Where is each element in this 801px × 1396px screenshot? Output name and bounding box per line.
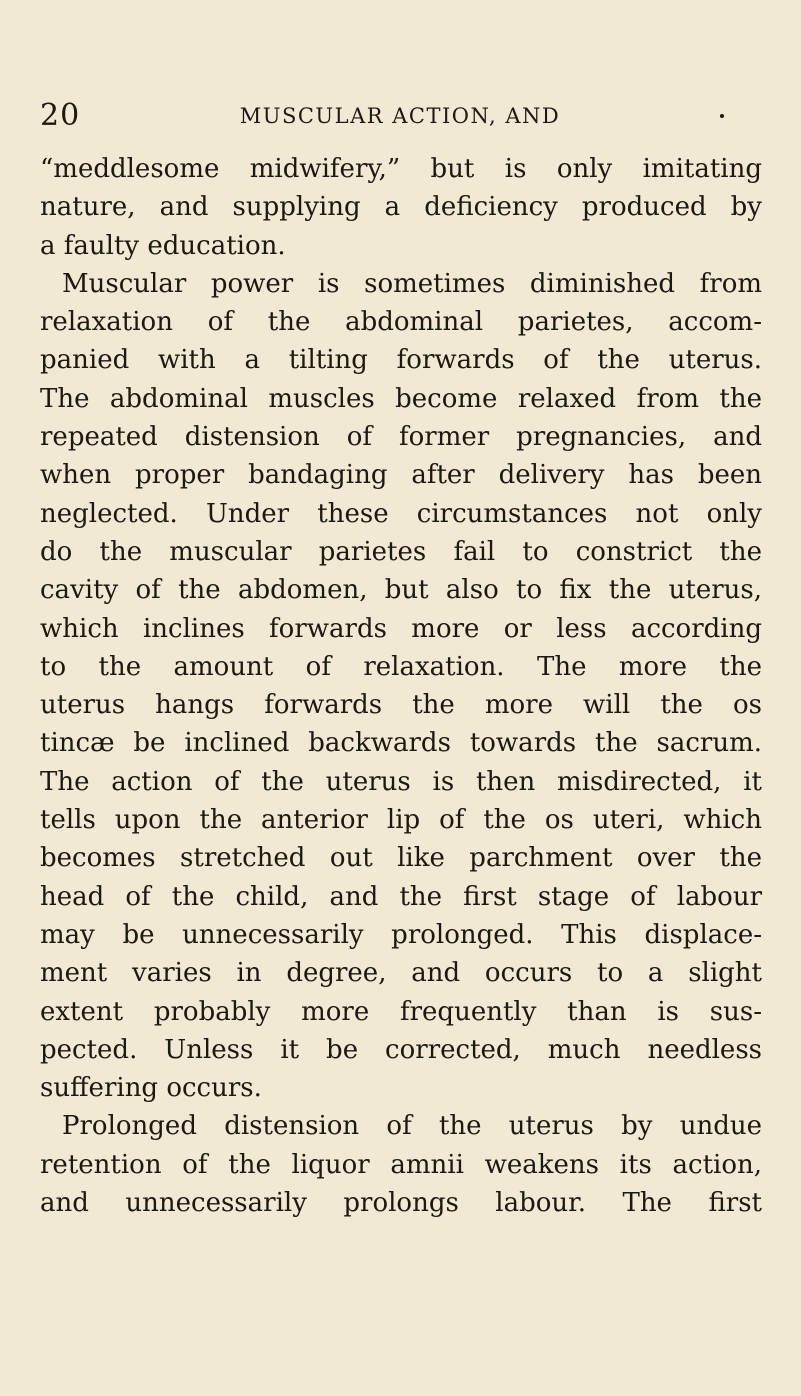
text-line: tells upon the anterior lip of the os uteri, which bbox=[40, 805, 762, 836]
text-line: The action of the uterus is then misdirected, it bbox=[40, 766, 762, 797]
text-line: “meddlesome midwifery,” but is only imitating bbox=[40, 154, 762, 184]
text-line: relaxation of the abdominal parietes, accom- bbox=[40, 307, 762, 338]
page-number: 20 bbox=[40, 98, 81, 133]
running-head: MUSCULAR ACTION, AND bbox=[239, 104, 561, 128]
text-line: repeated distension of former pregnancies, and bbox=[40, 422, 762, 453]
text-line: and unnecessarily prolongs labour. The first bbox=[40, 1188, 762, 1219]
text-line: when proper bandaging after delivery has been bbox=[40, 460, 762, 491]
text-line: pected. Unless it be corrected, much needless bbox=[40, 1034, 762, 1065]
page-header bbox=[40, 98, 760, 138]
text-line: do the muscular parietes fail to constrict the bbox=[40, 536, 762, 567]
text-line: head of the child, and the first stage of labour bbox=[40, 881, 762, 912]
text-line: uterus hangs forwards the more will the os bbox=[40, 690, 762, 721]
text-line: panied with a tilting forwards of the uterus. bbox=[40, 345, 762, 376]
body-text bbox=[40, 150, 762, 1222]
text-line: tincæ be inclined backwards towards the sacrum. bbox=[40, 728, 762, 759]
text-line: cavity of the abdomen, but also to fix the uterus, bbox=[40, 575, 762, 606]
text-line: a faulty education. bbox=[40, 230, 286, 261]
text-line: retention of the liquor amnii weakens its action, bbox=[40, 1149, 762, 1180]
text-line: The abdominal muscles become relaxed from the bbox=[40, 383, 762, 414]
text-line: Prolonged distension of the uterus by undue bbox=[62, 1111, 762, 1142]
text-line: may be unnecessarily prolonged. This displace- bbox=[40, 919, 762, 950]
text-line: nature, and supplying a deficiency produced by bbox=[40, 192, 762, 223]
text-line: becomes stretched out like parchment over the bbox=[40, 843, 762, 874]
text-line: which inclines forwards more or less according bbox=[40, 613, 762, 644]
header-dot bbox=[720, 114, 724, 118]
text-line: neglected. Under these circumstances not only bbox=[40, 498, 762, 529]
text-line: extent probably more frequently than is sus- bbox=[40, 996, 762, 1027]
text-line: Muscular power is sometimes diminished from bbox=[62, 268, 762, 299]
text-line: ment varies in degree, and occurs to a slight bbox=[40, 958, 762, 989]
text-line: to the amount of relaxation. The more the bbox=[40, 651, 762, 682]
text-line: suffering occurs. bbox=[40, 1073, 262, 1104]
